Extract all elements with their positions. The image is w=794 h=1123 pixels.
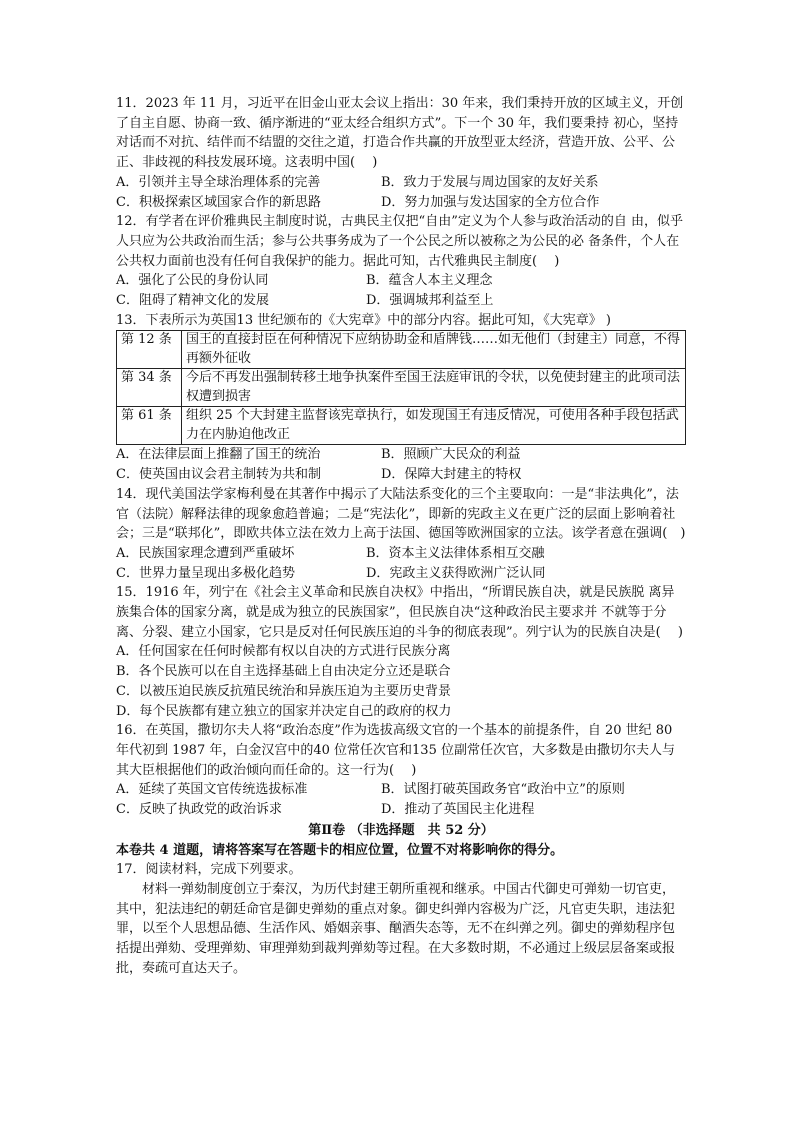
q13-option-a[interactable]: A．在法律层面上推翻了国王的统治 [116, 447, 321, 463]
q13-options-row1 [116, 445, 686, 465]
section-2-note: 本卷共 4 道题，请将答案写在答题卡的相应位置，位置不对将影响你的得分。 [116, 842, 564, 858]
q12-option-b[interactable]: B．蕴含人本主义理念 [366, 273, 493, 289]
q14-option-a[interactable]: A．民族国家理念遭到严重破坏 [116, 545, 295, 561]
table-cell-content: 国王的直接封臣在何种情况下应纳协助金和盾牌钱……如无他们（封建主）同意，不得再额外征收 [182, 331, 686, 369]
q15-option-b[interactable]: B．各个民族可以在自主选择基础上自由决定分立还是联合 [116, 664, 451, 680]
table-cell-article: 第 34 条 [117, 369, 182, 407]
q16-stem: 16．在英国，撒切尔夫人将“政治态度”作为选拔高级文官的一个基本的前提条件，自 20 世纪 80 年代初到 1987 年，白金汉宫中的40 位常任次官和135 位副常任次官，大多数是由撒切尔夫人与其大臣根据他们的政治倾向而任命的。这一行为( ) [116, 723, 675, 778]
q14-options-row2 [116, 564, 686, 584]
q14-option-d[interactable]: D．宪政主义获得欧洲广泛认同 [366, 565, 546, 581]
q15-option-c[interactable]: C．以被压迫民族反抗殖民统治和异族压迫为主要历史背景 [116, 683, 451, 699]
q12-option-c[interactable]: C．阻碍了精神文化的发展 [116, 293, 269, 309]
q17-material-1: 材料一弹劾制度创立于秦汉，为历代封建王朝所重视和继承。中国古代御史可弹劾一切官吏，其中，犯法违纪的朝廷命官是御史弹劾的重点对象。御史纠弹内容极为广泛，凡官吏失职，违法犯罪，以至个人思想品德、生活作风、婚姻亲事、酗酒失态等，无不在纠弹之列。御史的弹劾程序包括提出弹劾、受理弹劾、审理弹劾到裁判弹劾等过程。在大多数时期，不必通过上级层层备案或报批，奏疏可直达天子。 [116, 881, 676, 976]
table-row [117, 331, 686, 369]
table-cell-content: 今后不再发出强制转移土地争执案件至国王法庭审讯的令状，以免使封建主的此项司法权遭到损害 [182, 369, 686, 407]
exam-page [116, 94, 686, 978]
q16-option-a[interactable]: A．延续了英国文官传统选拔标准 [116, 782, 308, 798]
q16-option-b[interactable]: B．试图打破英国政务官“政治中立”的原则 [381, 782, 625, 798]
q14-stem: 14．现代美国法学家梅利曼在其著作中揭示了大陆法系变化的三个主要取向：一是“非法典化”，法官（法院）解释法律的现象愈趋普遍；二是“宪法化”，即新的宪政主义在更广泛的层面上影响着社会；三是“联邦化”，即欧共体立法在效力上高于法国、德国等欧洲国家的立法。该学者意在强调( ) [116, 486, 686, 542]
q12-option-d[interactable]: D．强调城邦利益至上 [366, 293, 494, 309]
q15-option-d[interactable]: D．每个民族都有建立独立的国家并决定自己的政府的权力 [116, 703, 452, 719]
q14-option-b[interactable]: B．资本主义法律体系相互交融 [366, 545, 545, 561]
q13-stem: 13．下表所示为英国13 世纪颁布的《大宪章》中的部分内容。据此可知，《大宪章》 ) [116, 312, 611, 328]
q12-options-row2 [116, 291, 686, 311]
magna-carta-table [116, 330, 686, 445]
q11-option-b[interactable]: B．致力于发展与周边国家的友好关系 [381, 174, 599, 190]
q12-option-a[interactable]: A．强化了公民的身份认同 [116, 273, 269, 289]
q13-option-d[interactable]: D．保障大封建主的特权 [381, 467, 522, 483]
table-cell-article: 第 12 条 [117, 331, 182, 369]
q13-option-b[interactable]: B．照顾广大民众的利益 [381, 447, 521, 463]
q11-stem: 11．2023 年 11 月，习近平在旧金山亚太会议上指出：30 年来，我们秉持开放的区域主义，开创了自主自愿、协商一致、循序渐进的“亚太经合组织方式”。下一个 30 年，我们要秉持 初心，坚持对话而不对抗、结伴而不结盟的交往之道，打造合作共赢的开放型亚太经济，营造开放、公平、公正、非歧视的科技发展环境。这表明中国( ) [116, 96, 684, 171]
q11-option-d[interactable]: D．努力加强与发达国家的全方位合作 [381, 194, 600, 210]
table-cell-article: 第 61 条 [117, 407, 182, 445]
q16-option-d[interactable]: D．推动了英国民主化进程 [381, 802, 535, 818]
q13-option-c[interactable]: C．使英国由议会君主制转为共和制 [116, 467, 321, 483]
q12-stem: 12．有学者在评价雅典民主制度时说，古典民主仅把“自由”定义为个人参与政治活动的自 由，似乎人只应为公共政治而生活；参与公共事务成为了一个公民之所以被称之为公民的必 备条件，个人在公共权力面前也没有任何自我保护的能力。据此可知，古代雅典民主制度( ) [116, 214, 683, 269]
q14-option-c[interactable]: C．世界力量呈现出多极化趋势 [116, 565, 295, 581]
q13-options-row2 [116, 465, 686, 485]
table-cell-content: 组织 25 个大封建主监督该宪章执行，如发现国王有违反情况，可使用各种手段包括武力在内胁迫他改正 [182, 407, 686, 445]
q11-option-a[interactable]: A．引领并主导全球治理体系的完善 [116, 174, 321, 190]
q15-stem: 15．1916 年，列宁在《社会主义革命和民族自决权》中指出，“所谓民族自决，就是民族脱 离异族集合体的国家分离，就是成为独立的民族国家”，但民族自决“这种政治民主要求并 不就等于分离、分裂、建立小国家，它只是反对任何民族压迫的斗争的彻底表现”。列宁认为的民族自决是( ) [116, 585, 683, 640]
table-row [117, 369, 686, 407]
q11-options-row2 [116, 193, 686, 213]
q11-options-row1 [116, 173, 686, 193]
q14-options-row1 [116, 544, 686, 564]
q16-option-c[interactable]: C．反映了执政党的政治诉求 [116, 802, 282, 818]
table-row [117, 407, 686, 445]
q11-option-c[interactable]: C．积极探索区域国家合作的新思路 [116, 194, 321, 210]
section-2-title: 第Ⅱ卷 （非选择题 共 52 分） [308, 822, 494, 838]
q12-options-row1 [116, 271, 686, 291]
q16-options-row1 [116, 780, 686, 800]
q17-stem: 17．阅读材料，完成下列要求。 [116, 862, 302, 878]
q16-options-row2 [116, 800, 686, 820]
q15-option-a[interactable]: A．任何国家在任何时候都有权以自决的方式进行民族分离 [116, 644, 451, 660]
